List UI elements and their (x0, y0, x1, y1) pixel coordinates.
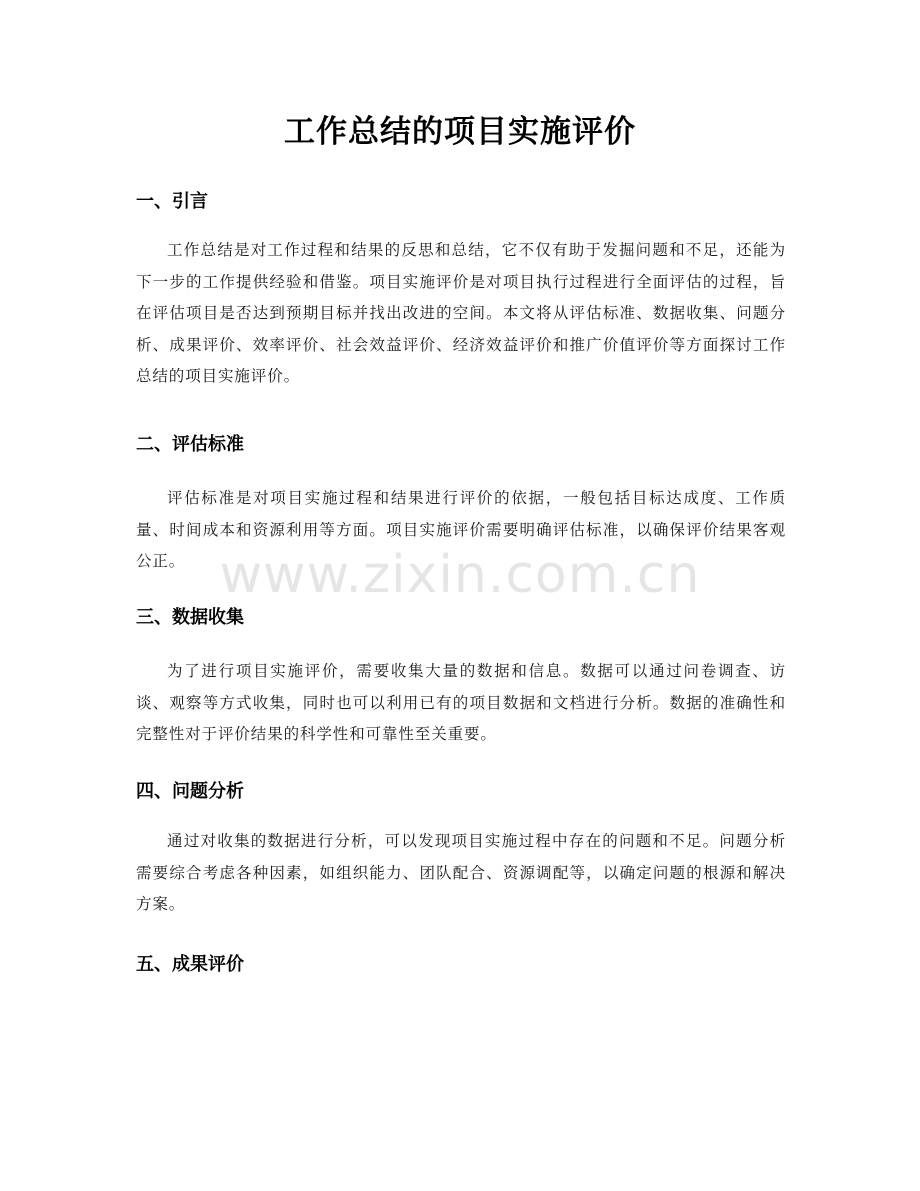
section-heading-data-collection: 三、数据收集 (136, 607, 244, 628)
section-body-data-collection: 为了进行项目实施评价，需要收集大量的数据和信息。数据可以通过问卷调查、访谈、观察等方式收集，同时也可以利用已有的项目数据和文档进行分析。数据的准确性和完整性对于评价结果的科学性和可靠性至关重要。 (136, 662, 786, 743)
section-body-criteria: 评估标准是对项目实施过程和结果进行评价的依据，一般包括目标达成度、工作质量、时间成本和资源利用等方面。项目实施评价需要明确评估标准，以确保评价结果客观公正。 (136, 489, 786, 570)
watermark: www.zixin.com.cn (219, 545, 701, 605)
section-heading-problem-analysis: 四、问题分析 (136, 781, 244, 802)
section-body-problem-analysis: 通过对收集的数据进行分析，可以发现项目实施过程中存在的问题和不足。问题分析需要综合考虑各种因素，如组织能力、团队配合、资源调配等，以确定问题的根源和解决方案。 (136, 832, 786, 913)
section-body-introduction: 工作总结是对工作过程和结果的反思和总结，它不仅有助于发掘问题和不足，还能为下一步的工作提供经验和借鉴。项目实施评价是对项目执行过程进行全面评估的过程，旨在评估项目是否达到预期目标并找出改进的空间。本文将从评估标准、数据收集、问题分析、成果评价、效率评价、社会效益评价、经济效益评价和推广价值评价等方面探讨工作总结的项目实施评价。 (136, 241, 786, 385)
document-title: 工作总结的项目实施评价 (284, 114, 636, 150)
section-heading-results-evaluation: 五、成果评价 (136, 954, 244, 975)
section-heading-criteria: 二、评估标准 (136, 434, 244, 455)
section-heading-introduction: 一、引言 (136, 191, 208, 212)
